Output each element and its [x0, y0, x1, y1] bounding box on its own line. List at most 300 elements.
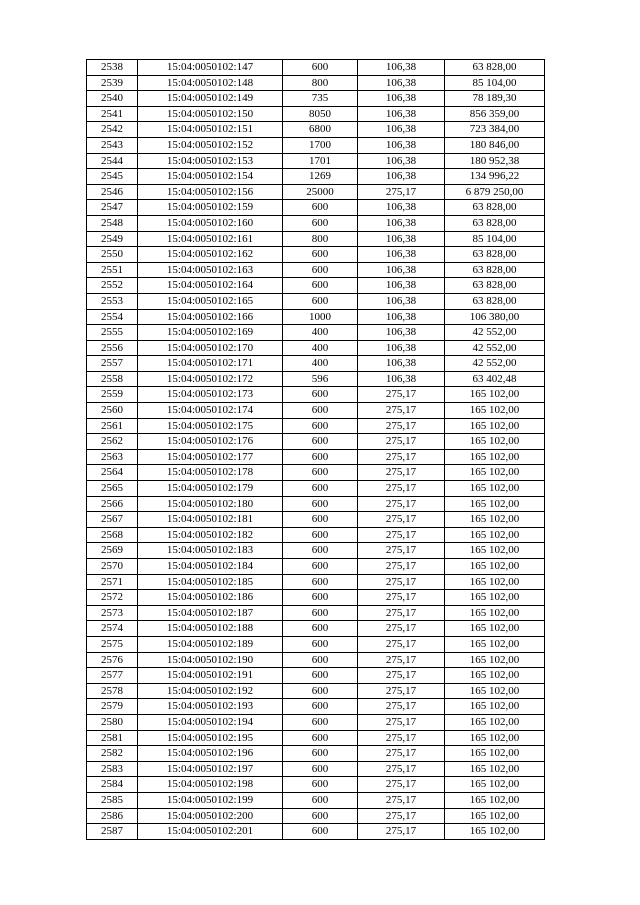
cell-cadastral-value: 165 102,00 — [445, 808, 545, 824]
cell-number: 2569 — [87, 543, 138, 559]
cell-cadastral-value: 165 102,00 — [445, 746, 545, 762]
cell-specific-value: 106,38 — [358, 122, 445, 138]
table-row — [87, 761, 545, 777]
cell-area: 600 — [283, 200, 358, 216]
cell-cadastral-value: 165 102,00 — [445, 730, 545, 746]
cell-area: 600 — [283, 792, 358, 808]
cell-cadastral-number: 15:04:0050102:170 — [138, 340, 283, 356]
table-row — [87, 808, 545, 824]
cell-cadastral-value: 85 104,00 — [445, 231, 545, 247]
cell-number: 2565 — [87, 481, 138, 497]
cell-number: 2544 — [87, 153, 138, 169]
cell-number: 2540 — [87, 91, 138, 107]
cell-cadastral-value: 165 102,00 — [445, 481, 545, 497]
cell-specific-value: 106,38 — [358, 309, 445, 325]
cell-specific-value: 275,17 — [358, 527, 445, 543]
cell-area: 600 — [283, 621, 358, 637]
cell-cadastral-number: 15:04:0050102:192 — [138, 683, 283, 699]
cell-cadastral-value: 63 828,00 — [445, 247, 545, 263]
cell-specific-value: 275,17 — [358, 761, 445, 777]
cell-cadastral-number: 15:04:0050102:183 — [138, 543, 283, 559]
cell-specific-value: 106,38 — [358, 247, 445, 263]
cell-number: 2564 — [87, 465, 138, 481]
cell-area: 600 — [283, 636, 358, 652]
cell-cadastral-number: 15:04:0050102:185 — [138, 574, 283, 590]
cell-number: 2553 — [87, 293, 138, 309]
cell-number: 2580 — [87, 714, 138, 730]
cell-number: 2576 — [87, 652, 138, 668]
cell-cadastral-number: 15:04:0050102:198 — [138, 777, 283, 793]
cell-specific-value: 275,17 — [358, 465, 445, 481]
cell-area: 600 — [283, 714, 358, 730]
cell-area: 600 — [283, 761, 358, 777]
cell-specific-value: 275,17 — [358, 777, 445, 793]
cell-number: 2561 — [87, 418, 138, 434]
cell-area: 600 — [283, 668, 358, 684]
cell-specific-value: 106,38 — [358, 215, 445, 231]
cell-number: 2583 — [87, 761, 138, 777]
table-row — [87, 262, 545, 278]
cell-cadastral-number: 15:04:0050102:150 — [138, 106, 283, 122]
cell-cadastral-value: 165 102,00 — [445, 636, 545, 652]
cell-cadastral-number: 15:04:0050102:153 — [138, 153, 283, 169]
cell-number: 2549 — [87, 231, 138, 247]
cell-cadastral-number: 15:04:0050102:182 — [138, 527, 283, 543]
cell-specific-value: 106,38 — [358, 371, 445, 387]
table-row — [87, 746, 545, 762]
cell-number: 2542 — [87, 122, 138, 138]
table-row — [87, 714, 545, 730]
cell-specific-value: 106,38 — [358, 262, 445, 278]
cell-number: 2584 — [87, 777, 138, 793]
cell-area: 6800 — [283, 122, 358, 138]
cell-cadastral-number: 15:04:0050102:164 — [138, 278, 283, 294]
table-row — [87, 559, 545, 575]
cell-cadastral-value: 165 102,00 — [445, 527, 545, 543]
cell-number: 2556 — [87, 340, 138, 356]
cell-specific-value: 106,38 — [358, 356, 445, 372]
cell-specific-value: 275,17 — [358, 699, 445, 715]
cell-area: 600 — [283, 543, 358, 559]
cell-area: 600 — [283, 683, 358, 699]
cell-cadastral-number: 15:04:0050102:178 — [138, 465, 283, 481]
cell-number: 2577 — [87, 668, 138, 684]
cell-cadastral-number: 15:04:0050102:197 — [138, 761, 283, 777]
table-row — [87, 683, 545, 699]
cell-specific-value: 275,17 — [358, 434, 445, 450]
table-row — [87, 231, 545, 247]
cell-cadastral-value: 856 359,00 — [445, 106, 545, 122]
table-row — [87, 543, 545, 559]
cell-cadastral-number: 15:04:0050102:169 — [138, 325, 283, 341]
cell-area: 600 — [283, 527, 358, 543]
cell-cadastral-number: 15:04:0050102:193 — [138, 699, 283, 715]
cell-specific-value: 275,17 — [358, 824, 445, 840]
cell-area: 25000 — [283, 184, 358, 200]
cell-cadastral-value: 165 102,00 — [445, 434, 545, 450]
cell-cadastral-number: 15:04:0050102:181 — [138, 512, 283, 528]
cell-cadastral-value: 180 846,00 — [445, 137, 545, 153]
cell-cadastral-number: 15:04:0050102:195 — [138, 730, 283, 746]
table-row — [87, 792, 545, 808]
cell-number: 2557 — [87, 356, 138, 372]
cell-number: 2568 — [87, 527, 138, 543]
cell-specific-value: 275,17 — [358, 387, 445, 403]
cell-number: 2541 — [87, 106, 138, 122]
table-row — [87, 730, 545, 746]
cell-cadastral-number: 15:04:0050102:171 — [138, 356, 283, 372]
cell-specific-value: 106,38 — [358, 106, 445, 122]
table-row — [87, 153, 545, 169]
cell-area: 600 — [283, 746, 358, 762]
table-row — [87, 169, 545, 185]
cell-number: 2538 — [87, 60, 138, 76]
cell-specific-value: 275,17 — [358, 683, 445, 699]
table-row — [87, 278, 545, 294]
cell-cadastral-number: 15:04:0050102:160 — [138, 215, 283, 231]
cell-area: 600 — [283, 293, 358, 309]
cell-cadastral-value: 165 102,00 — [445, 465, 545, 481]
cell-cadastral-number: 15:04:0050102:177 — [138, 449, 283, 465]
cell-area: 600 — [283, 449, 358, 465]
cell-specific-value: 106,38 — [358, 325, 445, 341]
cell-cadastral-value: 6 879 250,00 — [445, 184, 545, 200]
table-row — [87, 481, 545, 497]
cell-number: 2566 — [87, 496, 138, 512]
cell-number: 2582 — [87, 746, 138, 762]
cell-cadastral-value: 165 102,00 — [445, 777, 545, 793]
cell-cadastral-value: 165 102,00 — [445, 621, 545, 637]
cell-area: 600 — [283, 278, 358, 294]
cell-specific-value: 106,38 — [358, 278, 445, 294]
cell-cadastral-number: 15:04:0050102:152 — [138, 137, 283, 153]
cell-number: 2560 — [87, 403, 138, 419]
table-row — [87, 449, 545, 465]
cell-specific-value: 275,17 — [358, 574, 445, 590]
cell-number: 2585 — [87, 792, 138, 808]
cell-cadastral-number: 15:04:0050102:149 — [138, 91, 283, 107]
cell-specific-value: 275,17 — [358, 403, 445, 419]
cell-cadastral-value: 42 552,00 — [445, 340, 545, 356]
table-row — [87, 621, 545, 637]
cell-cadastral-number: 15:04:0050102:175 — [138, 418, 283, 434]
cell-area: 600 — [283, 730, 358, 746]
cell-cadastral-number: 15:04:0050102:189 — [138, 636, 283, 652]
cell-number: 2578 — [87, 683, 138, 699]
cell-cadastral-value: 42 552,00 — [445, 356, 545, 372]
cell-specific-value: 275,17 — [358, 668, 445, 684]
table-row — [87, 200, 545, 216]
cell-area: 600 — [283, 512, 358, 528]
cell-number: 2567 — [87, 512, 138, 528]
table-row — [87, 777, 545, 793]
cell-area: 600 — [283, 699, 358, 715]
cell-cadastral-value: 63 402,48 — [445, 371, 545, 387]
cell-cadastral-value: 165 102,00 — [445, 543, 545, 559]
cell-cadastral-value: 165 102,00 — [445, 683, 545, 699]
cell-specific-value: 275,17 — [358, 590, 445, 606]
cell-cadastral-value: 165 102,00 — [445, 792, 545, 808]
cell-specific-value: 275,17 — [358, 559, 445, 575]
cell-area: 600 — [283, 496, 358, 512]
cell-area: 735 — [283, 91, 358, 107]
cell-area: 600 — [283, 559, 358, 575]
cell-number: 2574 — [87, 621, 138, 637]
table-row — [87, 293, 545, 309]
cell-cadastral-value: 165 102,00 — [445, 559, 545, 575]
cell-specific-value: 106,38 — [358, 91, 445, 107]
cell-area: 600 — [283, 247, 358, 263]
cell-area: 1700 — [283, 137, 358, 153]
cell-specific-value: 106,38 — [358, 231, 445, 247]
cell-cadastral-number: 15:04:0050102:176 — [138, 434, 283, 450]
cell-cadastral-value: 63 828,00 — [445, 200, 545, 216]
table-row — [87, 356, 545, 372]
cell-number: 2573 — [87, 605, 138, 621]
cell-cadastral-value: 165 102,00 — [445, 418, 545, 434]
cell-cadastral-value: 63 828,00 — [445, 262, 545, 278]
cell-number: 2586 — [87, 808, 138, 824]
table-row — [87, 309, 545, 325]
cell-cadastral-number: 15:04:0050102:199 — [138, 792, 283, 808]
cell-area: 600 — [283, 262, 358, 278]
cell-cadastral-number: 15:04:0050102:166 — [138, 309, 283, 325]
cell-cadastral-value: 165 102,00 — [445, 590, 545, 606]
cell-number: 2581 — [87, 730, 138, 746]
cell-cadastral-value: 165 102,00 — [445, 605, 545, 621]
cell-cadastral-number: 15:04:0050102:188 — [138, 621, 283, 637]
cell-specific-value: 106,38 — [358, 153, 445, 169]
table-row — [87, 590, 545, 606]
cell-number: 2575 — [87, 636, 138, 652]
table-row — [87, 122, 545, 138]
table-row — [87, 325, 545, 341]
cell-cadastral-value: 165 102,00 — [445, 574, 545, 590]
cell-area: 600 — [283, 434, 358, 450]
cell-cadastral-value: 165 102,00 — [445, 449, 545, 465]
cell-cadastral-number: 15:04:0050102:186 — [138, 590, 283, 606]
cell-area: 600 — [283, 652, 358, 668]
cell-number: 2579 — [87, 699, 138, 715]
cell-specific-value: 106,38 — [358, 200, 445, 216]
cell-number: 2551 — [87, 262, 138, 278]
cell-specific-value: 106,38 — [358, 60, 445, 76]
cell-cadastral-number: 15:04:0050102:200 — [138, 808, 283, 824]
cell-cadastral-value: 63 828,00 — [445, 278, 545, 294]
cell-specific-value: 275,17 — [358, 481, 445, 497]
table-row — [87, 699, 545, 715]
cell-area: 800 — [283, 231, 358, 247]
cell-area: 600 — [283, 418, 358, 434]
cell-number: 2539 — [87, 75, 138, 91]
cell-area: 400 — [283, 356, 358, 372]
cell-area: 600 — [283, 777, 358, 793]
cell-cadastral-value: 165 102,00 — [445, 714, 545, 730]
cell-cadastral-number: 15:04:0050102:201 — [138, 824, 283, 840]
cell-area: 800 — [283, 75, 358, 91]
cell-specific-value: 106,38 — [358, 293, 445, 309]
table-row — [87, 340, 545, 356]
cell-specific-value: 275,17 — [358, 605, 445, 621]
table-row — [87, 465, 545, 481]
cell-cadastral-value: 165 102,00 — [445, 496, 545, 512]
cell-specific-value: 275,17 — [358, 792, 445, 808]
cell-number: 2562 — [87, 434, 138, 450]
cell-number: 2555 — [87, 325, 138, 341]
cell-number: 2548 — [87, 215, 138, 231]
cell-cadastral-number: 15:04:0050102:180 — [138, 496, 283, 512]
cell-number: 2543 — [87, 137, 138, 153]
cell-number: 2572 — [87, 590, 138, 606]
cell-cadastral-number: 15:04:0050102:156 — [138, 184, 283, 200]
cell-cadastral-value: 63 828,00 — [445, 60, 545, 76]
table-row — [87, 434, 545, 450]
table-row — [87, 824, 545, 840]
cell-cadastral-number: 15:04:0050102:179 — [138, 481, 283, 497]
cell-area: 400 — [283, 340, 358, 356]
cell-cadastral-value: 85 104,00 — [445, 75, 545, 91]
cell-cadastral-value: 63 828,00 — [445, 293, 545, 309]
cell-number: 2587 — [87, 824, 138, 840]
cell-cadastral-number: 15:04:0050102:172 — [138, 371, 283, 387]
cell-specific-value: 106,38 — [358, 169, 445, 185]
cell-number: 2559 — [87, 387, 138, 403]
cell-number: 2546 — [87, 184, 138, 200]
cell-number: 2571 — [87, 574, 138, 590]
cell-area: 1701 — [283, 153, 358, 169]
table-row — [87, 371, 545, 387]
table-body — [87, 60, 545, 840]
cell-cadastral-number: 15:04:0050102:165 — [138, 293, 283, 309]
cell-specific-value: 275,17 — [358, 636, 445, 652]
cell-cadastral-value: 165 102,00 — [445, 761, 545, 777]
cell-specific-value: 106,38 — [358, 137, 445, 153]
table-row — [87, 91, 545, 107]
cell-area: 8050 — [283, 106, 358, 122]
cell-cadastral-number: 15:04:0050102:184 — [138, 559, 283, 575]
cell-cadastral-number: 15:04:0050102:196 — [138, 746, 283, 762]
cell-specific-value: 275,17 — [358, 184, 445, 200]
table-row — [87, 512, 545, 528]
cell-number: 2563 — [87, 449, 138, 465]
cell-area: 600 — [283, 403, 358, 419]
table-row — [87, 106, 545, 122]
cell-number: 2558 — [87, 371, 138, 387]
cell-cadastral-number: 15:04:0050102:190 — [138, 652, 283, 668]
cell-cadastral-value: 63 828,00 — [445, 215, 545, 231]
cell-area: 600 — [283, 387, 358, 403]
cell-specific-value: 275,17 — [358, 746, 445, 762]
cell-specific-value: 275,17 — [358, 652, 445, 668]
table-row — [87, 403, 545, 419]
table-row — [87, 387, 545, 403]
table-row — [87, 184, 545, 200]
cell-cadastral-value: 723 384,00 — [445, 122, 545, 138]
cell-area: 600 — [283, 590, 358, 606]
cell-cadastral-number: 15:04:0050102:163 — [138, 262, 283, 278]
table-row — [87, 496, 545, 512]
table-row — [87, 60, 545, 76]
cell-cadastral-number: 15:04:0050102:151 — [138, 122, 283, 138]
cell-cadastral-value: 78 189,30 — [445, 91, 545, 107]
cell-area: 1000 — [283, 309, 358, 325]
cell-cadastral-number: 15:04:0050102:194 — [138, 714, 283, 730]
cell-number: 2552 — [87, 278, 138, 294]
cell-cadastral-number: 15:04:0050102:191 — [138, 668, 283, 684]
cell-specific-value: 275,17 — [358, 418, 445, 434]
cell-cadastral-value: 42 552,00 — [445, 325, 545, 341]
cell-number: 2554 — [87, 309, 138, 325]
cell-area: 600 — [283, 808, 358, 824]
cell-area: 600 — [283, 215, 358, 231]
table-row — [87, 527, 545, 543]
table-row — [87, 75, 545, 91]
cell-area: 1269 — [283, 169, 358, 185]
cell-cadastral-value: 165 102,00 — [445, 652, 545, 668]
cell-specific-value: 275,17 — [358, 621, 445, 637]
cell-area: 400 — [283, 325, 358, 341]
cell-area: 596 — [283, 371, 358, 387]
table-row — [87, 574, 545, 590]
table-row — [87, 247, 545, 263]
cell-cadastral-number: 15:04:0050102:174 — [138, 403, 283, 419]
table-row — [87, 605, 545, 621]
cell-specific-value: 275,17 — [358, 808, 445, 824]
cell-cadastral-value: 165 102,00 — [445, 403, 545, 419]
table-row — [87, 418, 545, 434]
cell-cadastral-value: 165 102,00 — [445, 824, 545, 840]
cell-cadastral-number: 15:04:0050102:161 — [138, 231, 283, 247]
cell-cadastral-number: 15:04:0050102:154 — [138, 169, 283, 185]
cell-specific-value: 106,38 — [358, 340, 445, 356]
cell-cadastral-value: 165 102,00 — [445, 387, 545, 403]
cell-cadastral-number: 15:04:0050102:159 — [138, 200, 283, 216]
cell-cadastral-value: 134 996,22 — [445, 169, 545, 185]
cell-number: 2550 — [87, 247, 138, 263]
cell-number: 2545 — [87, 169, 138, 185]
cell-cadastral-number: 15:04:0050102:187 — [138, 605, 283, 621]
document-page — [86, 59, 545, 840]
cell-area: 600 — [283, 824, 358, 840]
cell-cadastral-number: 15:04:0050102:173 — [138, 387, 283, 403]
cell-specific-value: 106,38 — [358, 75, 445, 91]
cell-specific-value: 275,17 — [358, 714, 445, 730]
cell-specific-value: 275,17 — [358, 496, 445, 512]
cell-specific-value: 275,17 — [358, 512, 445, 528]
cell-number: 2547 — [87, 200, 138, 216]
cell-area: 600 — [283, 574, 358, 590]
cell-cadastral-number: 15:04:0050102:162 — [138, 247, 283, 263]
table-row — [87, 215, 545, 231]
cell-cadastral-value: 165 102,00 — [445, 668, 545, 684]
cell-cadastral-value: 180 952,38 — [445, 153, 545, 169]
cell-specific-value: 275,17 — [358, 543, 445, 559]
cell-number: 2570 — [87, 559, 138, 575]
cell-specific-value: 275,17 — [358, 449, 445, 465]
cell-cadastral-number: 15:04:0050102:148 — [138, 75, 283, 91]
cell-area: 600 — [283, 605, 358, 621]
cell-cadastral-value: 165 102,00 — [445, 699, 545, 715]
cell-cadastral-value: 106 380,00 — [445, 309, 545, 325]
cell-area: 600 — [283, 481, 358, 497]
cadastral-value-table — [86, 59, 545, 840]
cell-cadastral-value: 165 102,00 — [445, 512, 545, 528]
table-row — [87, 636, 545, 652]
cell-area: 600 — [283, 465, 358, 481]
table-row — [87, 668, 545, 684]
cell-area: 600 — [283, 60, 358, 76]
table-row — [87, 137, 545, 153]
